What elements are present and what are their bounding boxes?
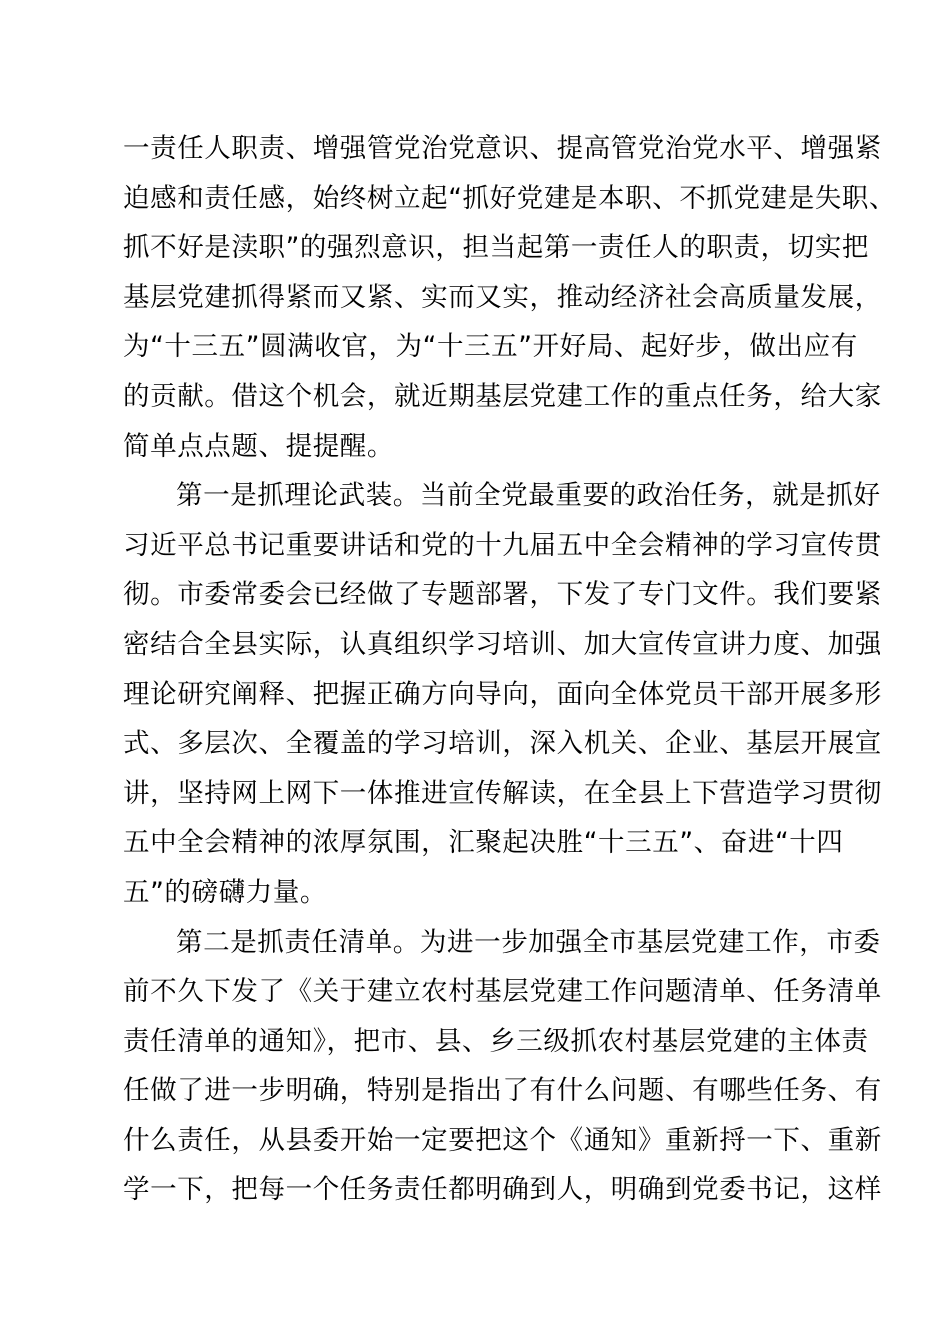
text-line-18: 前不久下发了《关于建立农村基层党建工作问题清单、任务清单 [123, 976, 882, 1008]
text-line-17: 第二是抓责任清单。为进一步加强全市基层党建工作，市委 [176, 926, 881, 958]
text-line-6: 的贡献。借这个机会，就近期基层党建工作的重点任务，给大家 [123, 380, 882, 412]
text-line-22: 学一下，把每一个任务责任都明确到人，明确到党委书记，这样 [123, 1174, 882, 1206]
text-line-1: 一责任人职责、增强管党治党意识、提高管党治党水平、增强紧 [123, 133, 882, 164]
text-line-11: 密结合全县实际，认真组织学习培训、加大宣传宣讲力度、加强 [123, 628, 882, 660]
text-line-21: 什么责任，从县委开始一定要把这个《通知》重新捋一下、重新 [123, 1124, 882, 1156]
text-line-8: 第一是抓理论武装。当前全党最重要的政治任务，就是抓好 [176, 480, 881, 512]
text-line-19: 责任清单的通知》，把市、县、乡三级抓农村基层党建的主体责 [123, 1025, 869, 1057]
text-line-5: 为“十三五”圆满收官，为“十三五”开好局、起好步，做出应有 [123, 331, 858, 363]
text-line-10: 彻。市委常委会已经做了专题部署，下发了专门文件。我们要紧 [123, 579, 882, 611]
text-line-4: 基层党建抓得紧而又紧、实而又实，推动经济社会高质量发展， [123, 281, 882, 313]
text-line-7: 简单点点题、提提醒。 [123, 430, 394, 462]
text-line-2: 迫感和责任感，始终树立起“抓好党建是本职、不抓党建是失职、 [123, 182, 897, 214]
text-line-20: 任做了进一步明确，特别是指出了有什么问题、有哪些任务、有 [123, 1075, 882, 1107]
text-line-12: 理论研究阐释、把握正确方向导向，面向全体党员干部开展多形 [123, 678, 882, 710]
text-line-14: 讲，坚持网上网下一体推进宣传解读，在全县上下营造学习贯彻 [123, 777, 882, 809]
text-line-13: 式、多层次、全覆盖的学习培训，深入机关、企业、基层开展宣 [123, 728, 882, 760]
text-line-16: 五”的磅礴力量。 [123, 876, 328, 908]
body-text [123, 124, 897, 1215]
text-line-3: 抓不好是渎职”的强烈意识，担当起第一责任人的职责，切实把 [123, 232, 870, 264]
text-line-9: 习近平总书记重要讲话和党的十九届五中全会精神的学习宣传贯 [123, 529, 882, 561]
text-line-15: 五中全会精神的浓厚氛围，汇聚起决胜“十三五”、奋进“十四 [123, 827, 844, 859]
